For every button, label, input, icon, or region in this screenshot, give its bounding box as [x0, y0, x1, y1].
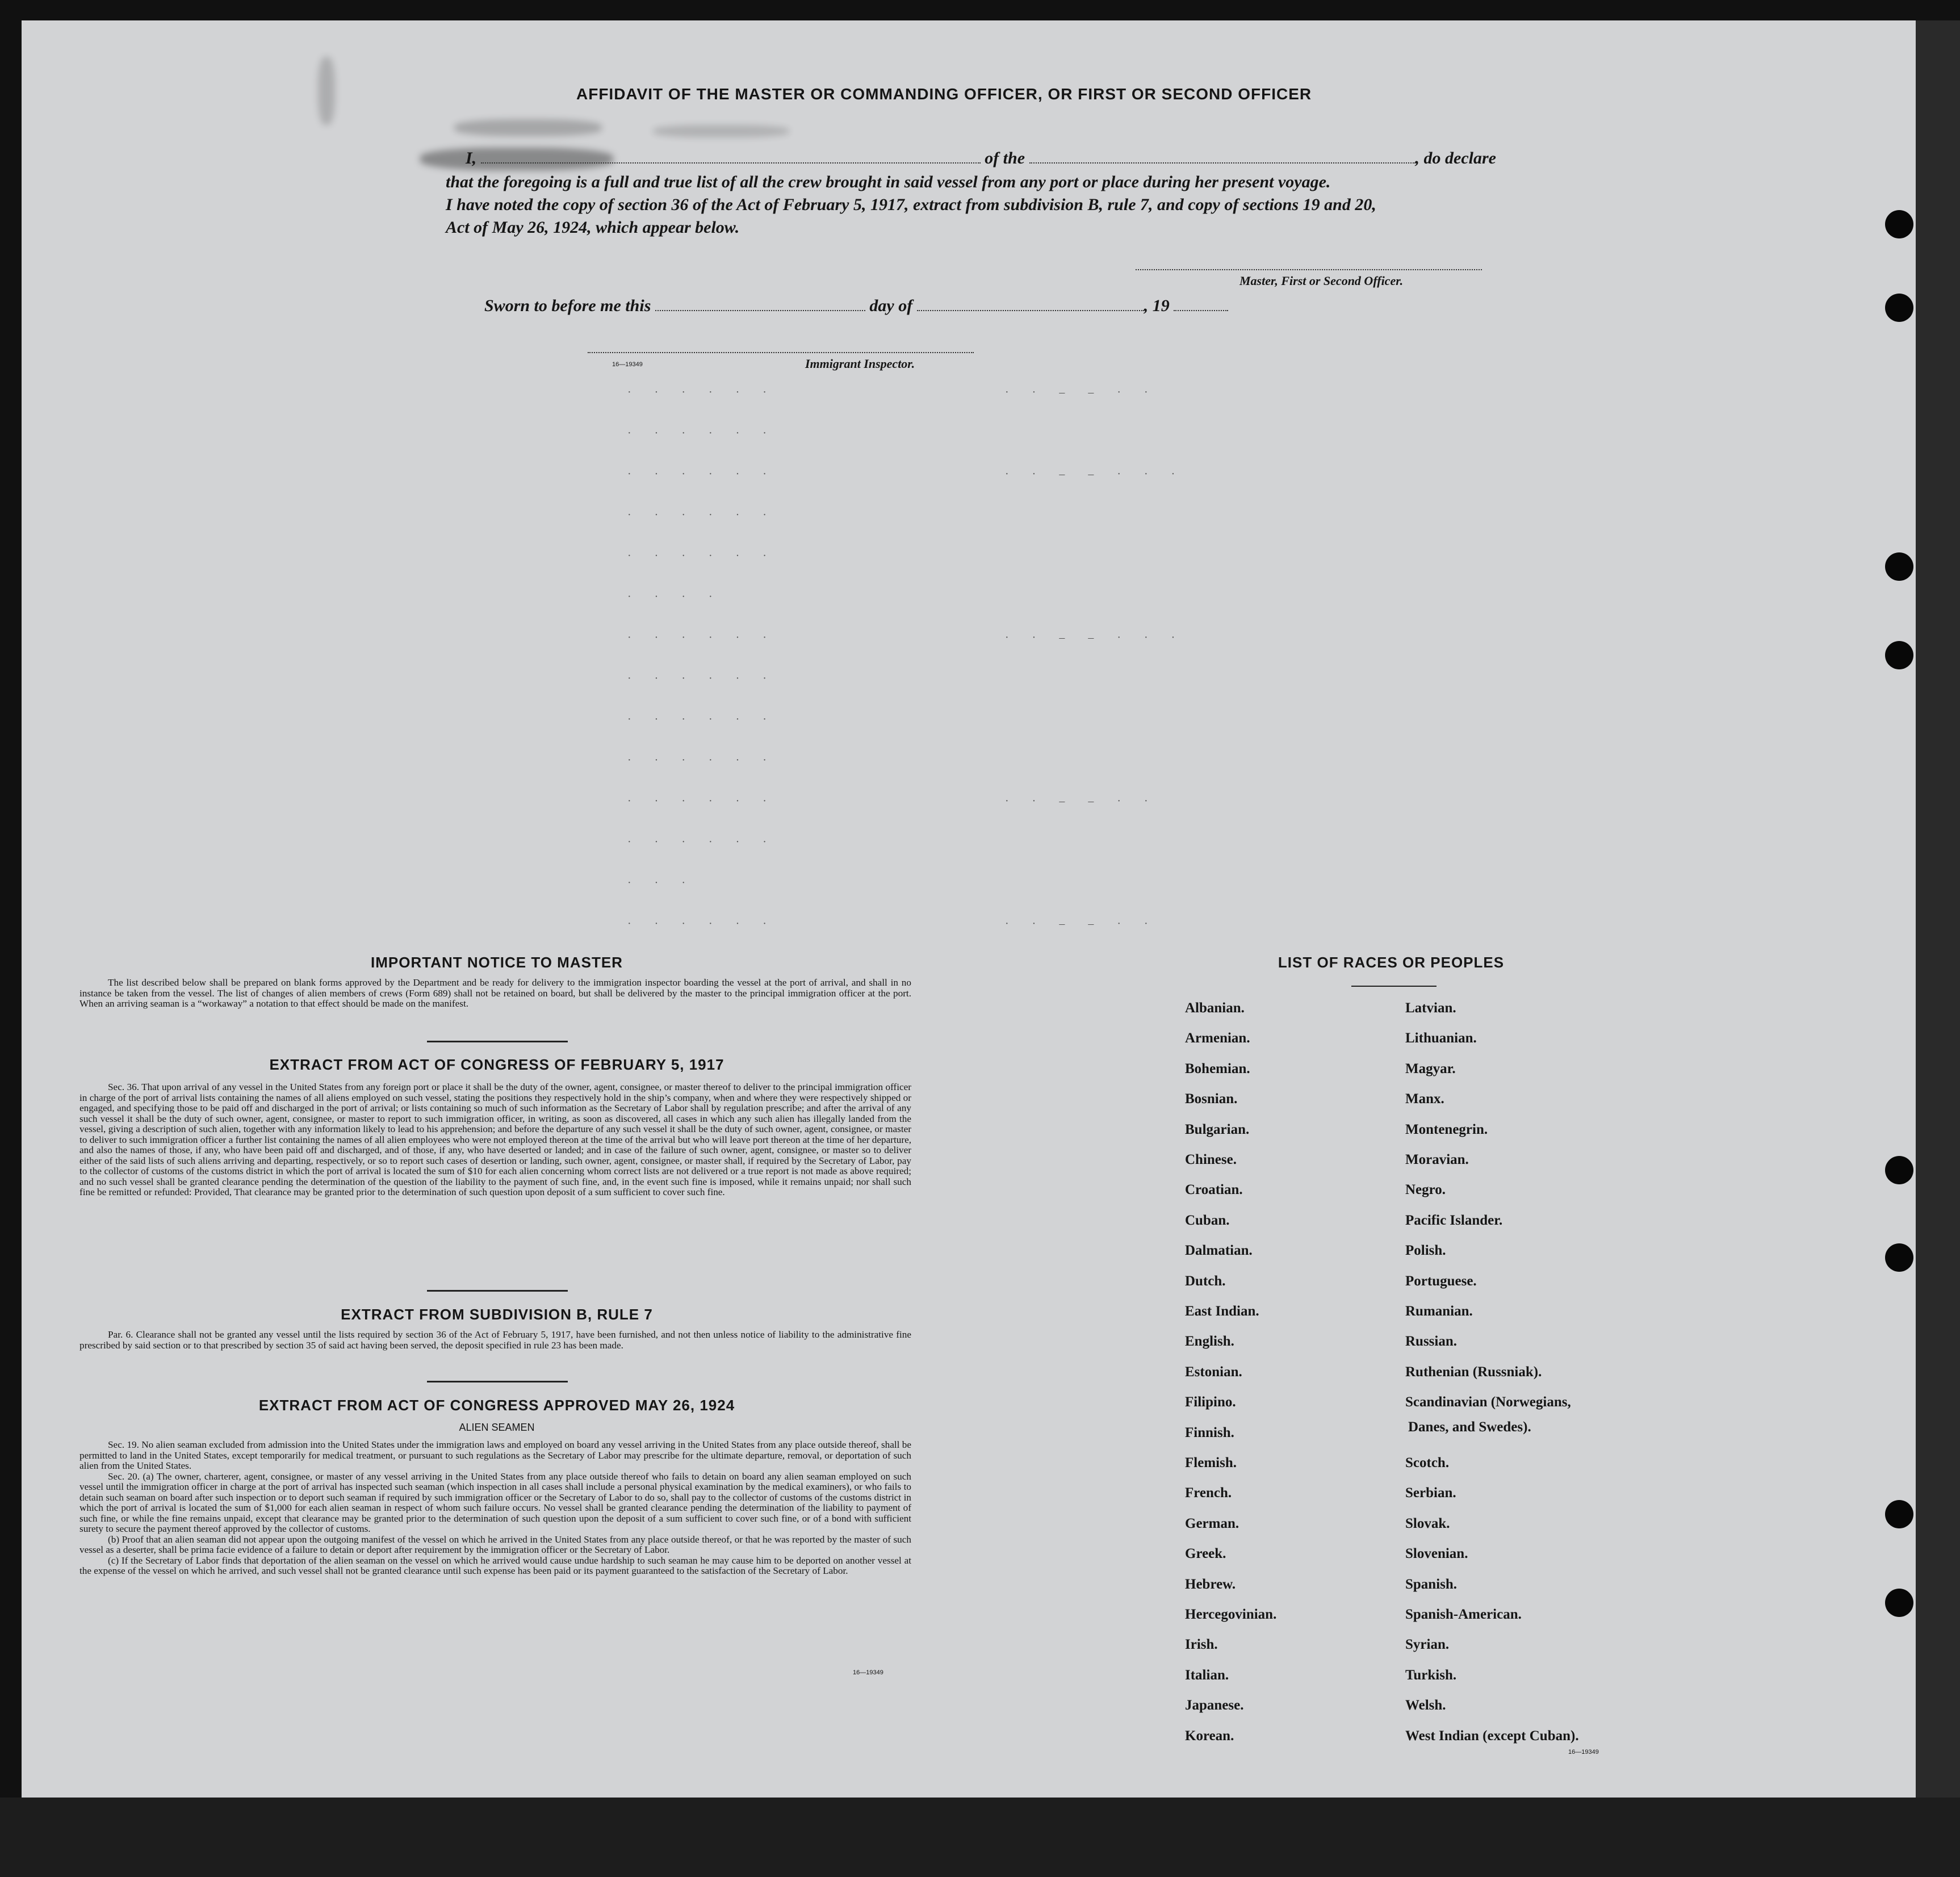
ink-smudge [653, 125, 789, 137]
binder-hole [1885, 294, 1913, 322]
section-19-text: Sec. 19. No alien seaman excluded from admission into the United States under the immigration laws and employed on board any vessel arriving in the United States from any place outside thereof, shall be permitted to land in the United States, except temporarily for medical treatment, or pursuant to such regulations as the Secretary of Labor may prescribe for the ultimate departure, removal, or deportation of such alien from the United States. [79, 1439, 911, 1471]
race-item: Dutch. [1185, 1273, 1226, 1289]
master-signature-label: Master, First or Second Officer. [1239, 274, 1404, 288]
show-through-dots: · · · · · · [627, 836, 777, 848]
race-scandinavian-continued: Danes, and Swedes). [1408, 1419, 1531, 1435]
race-item: English. [1185, 1334, 1234, 1349]
race-item: Albanian. [1185, 1000, 1245, 1016]
race-item: Montenegrin. [1405, 1122, 1488, 1137]
race-item: Flemish. [1185, 1455, 1237, 1470]
race-item: Negro. [1405, 1182, 1446, 1197]
form-number: 16—19349 [1568, 1749, 1599, 1756]
notice-title: IMPORTANT NOTICE TO MASTER [371, 954, 623, 971]
scanner-edge-right [1916, 20, 1960, 1798]
show-through-dots: · · · · · · [627, 754, 777, 766]
sworn-month-field[interactable] [917, 299, 1144, 311]
scanner-edge-bottom [0, 1798, 1960, 1877]
race-item: Spanish-American. [1405, 1607, 1522, 1622]
race-item: West Indian (except Cuban). [1405, 1728, 1579, 1744]
race-item: Turkish. [1405, 1667, 1457, 1683]
sworn-year-field[interactable] [1174, 299, 1228, 311]
binder-hole [1885, 641, 1913, 669]
extract-1924-title: EXTRACT FROM ACT OF CONGRESS APPROVED MAY 26, 1924 [258, 1397, 735, 1414]
notice-text: The list described below shall be prepared on blank forms approved by the Department and be ready for delivery to the immigration inspector boarding the vessel at the port of arrival, and shall in no instance be taken from the vessel. The list of changes of alien members of crews (Form 689) shall not be retained on board, but shall be delivered by the master to the principal immigration officer at the port. When an arriving seaman is a “workaway” a notation to that effect should be made on the manifest. [79, 977, 911, 1009]
extract-rule7-text: Par. 6. Clearance shall not be granted any vessel until the lists required by section 36 of the Act of February 5, 1917, have been furnished, and not then unless notice of liability to the administrative fine prescribed by said section or to that prescribed by section 35 of said act having been served, the deposit specified in rule 23 has been made. [79, 1329, 911, 1351]
master-signature-line[interactable] [1136, 269, 1482, 270]
race-item: Russian. [1405, 1334, 1458, 1349]
race-item: French. [1185, 1485, 1232, 1501]
section-20b-text: (b) Proof that an alien seaman did not appear upon the outgoing manifest of the vessel on which he arrived in the United States from any place outside thereof, or that he was reported by the master of such vessel as a deserter, shall be prima facie evidence of a failure to detain or deport after requirement by the immigration officer or the Secretary of Labor. [79, 1534, 911, 1555]
form-number: 16—19349 [853, 1669, 883, 1676]
race-item: Japanese. [1185, 1698, 1244, 1713]
sworn-line [484, 296, 1228, 316]
race-item: Pacific Islander. [1405, 1213, 1503, 1228]
race-item: Lithuanian. [1405, 1030, 1477, 1046]
race-item: Armenian. [1185, 1030, 1250, 1046]
show-through-dots: · · – – · · [1005, 795, 1158, 807]
sworn-day-field[interactable] [655, 299, 865, 311]
show-through-dots: · · · · · · [627, 672, 777, 685]
race-item: East Indian. [1185, 1304, 1259, 1319]
binder-hole [1885, 552, 1913, 581]
race-item: Bulgarian. [1185, 1122, 1250, 1137]
affidavit-line-3: I have noted the copy of section 36 of the Act of February 5, 1917, extract from subdivision B, rule 7, and copy of sections 19 and 20, [446, 195, 1376, 214]
race-item: Slovak. [1405, 1516, 1450, 1531]
show-through-dots: · · · · · · [627, 386, 777, 399]
race-item: Chinese. [1185, 1152, 1237, 1167]
race-item: Serbian. [1405, 1485, 1456, 1501]
race-item: Rumanian. [1405, 1304, 1473, 1319]
binder-hole [1885, 210, 1913, 238]
binder-hole [1885, 1589, 1913, 1617]
race-item: Scandinavian (Norwegians, [1405, 1394, 1571, 1410]
show-through-dots: · · · · · · [627, 427, 777, 439]
extract-1917-title: EXTRACT FROM ACT OF CONGRESS OF FEBRUARY 5, 1917 [269, 1056, 724, 1073]
show-through-dots: · · · · · · [627, 631, 777, 644]
race-item: Spanish. [1405, 1577, 1458, 1592]
section-divider [427, 1290, 568, 1292]
show-through-dots: · · · · · · [627, 509, 777, 521]
race-item: Korean. [1185, 1728, 1234, 1744]
show-through-dots: · · · · · · [627, 468, 777, 480]
extract-1917-text: Sec. 36. That upon arrival of any vessel in the United States from any foreign port or place it shall be the duty of the owner, agent, consignee, or master thereof to deliver to the principal immigration officer in charge of the port of arrival lists containing the names of all aliens employed on such vessel, stating the positions they respectively hold in the ship’s company, when and where they were respectively shipped or engaged, and specifying those to be paid off and discharged in the port of arrival; or lists containing so much of such information as the Secretary of Labor shall by regulation prescribe; and after the arrival of any such vessel it shall be the duty of such owner, agent, consignee, or master to report to such immigration officer, in writing, as soon as discovered, all cases in which any such alien has illegally landed from the vessel, giving a description of such alien, together with any information likely to lead to his apprehension; and before the departure of any such vessel it shall be the duty of such owner, agent, consignee, or master to deliver to such immigration officer a further list containing the names of all alien employees who were not employed thereon at the time of the arrival but who will leave port thereon at the time of her departure, and also the names of those, if any, who have been paid off and discharged, and of those, if any, who have deserted or landed; and in case of the failure of such owner, agent, consignee, or master so to deliver either of the said lists of such aliens arriving and departing, respectively, or so to report such cases of desertion or landing, such owner, agent, consignee, or master shall, if required by the Secretary of Labor, pay to the collector of customs of the customs district in which the port of arrival is located the sum of $10 for each alien concerning whom correct lists are not delivered or a true report is not made as above required; and no such vessel shall be granted clearance pending the determination of the question of the liability to the payment of such fine, and, in the event such fine is imposed, while it remains unpaid; nor shall such fine be remitted or refunded: Provided, That clearance may be granted prior to the determination of such question upon deposit of a sum sufficient to cover such fine. [79, 1082, 911, 1197]
race-item: Welsh. [1405, 1698, 1446, 1713]
ink-smudge [454, 119, 602, 136]
binder-hole [1885, 1243, 1913, 1272]
race-item: Irish. [1185, 1637, 1218, 1652]
affidavit-line-1 [466, 149, 1496, 168]
affidavit-title: AFFIDAVIT OF THE MASTER OR COMMANDING OFFICER, OR FIRST OR SECOND OFFICER [576, 85, 1312, 103]
race-item: Syrian. [1405, 1637, 1450, 1652]
section-20a-text: Sec. 20. (a) The owner, charterer, agent, consignee, or master of any vessel arriving in the United States from any place outside thereof who fails to detain on board any alien seaman employed on such vessel until the immigration officer in charge at the port of arrival has inspected such seaman (which inspection in all cases shall include a personal physical examination by the medical examiners), or who fails to detain such seaman on board after such inspection or to deport such seaman if required by such immigration officer or the Secretary of Labor to do so, shall pay to the collector of customs of the customs district in which the port of arrival is located the sum of $1,000 for each alien seaman in respect of whom such failure occurs. No vessel shall be granted clearance pending the determination of the liability to payment of such fine, or while the fine remains unpaid, except that clearance may be granted prior to the determination of such question upon the deposit of a sum sufficient to cover such fine, or of a bond with sufficient surety to secure the payment thereof approved by the collector of customs. [79, 1470, 911, 1534]
show-through-dots: · · – – · · · [1005, 468, 1186, 480]
binder-hole [1885, 1500, 1913, 1528]
race-item: Ruthenian (Russniak). [1405, 1364, 1542, 1380]
show-through-dots: · · – – · · [1005, 386, 1158, 399]
declarant-name-field[interactable] [481, 151, 981, 164]
show-through-dots: · · · · · · [627, 713, 777, 726]
inspector-signature-label: Immigrant Inspector. [805, 357, 915, 371]
race-item: Manx. [1405, 1091, 1444, 1107]
show-through-dots: · · · · · · [627, 550, 777, 562]
show-through-dots: · · · · [627, 590, 723, 603]
race-item: Latvian. [1405, 1000, 1456, 1016]
show-through-dots: · · · [627, 877, 696, 889]
sworn-day-of-label: day of [869, 296, 913, 315]
section-divider [427, 1041, 568, 1042]
affidavit-line-4: Act of May 26, 1924, which appear below. [446, 218, 740, 237]
race-item: Finnish. [1185, 1425, 1234, 1440]
alien-seamen-subtitle: ALIEN SEAMEN [459, 1422, 535, 1433]
race-item: Italian. [1185, 1667, 1229, 1683]
race-item: Hebrew. [1185, 1577, 1236, 1592]
race-item: Dalmatian. [1185, 1243, 1253, 1258]
race-item: Bosnian. [1185, 1091, 1238, 1107]
sworn-year-label: , 19 [1144, 296, 1170, 315]
races-title-underline [1351, 986, 1437, 987]
affidavit-i-label: I, [466, 149, 477, 167]
binder-hole [1885, 1156, 1913, 1184]
inspector-signature-line[interactable] [588, 352, 974, 353]
races-title: LIST OF RACES OR PEOPLES [1278, 954, 1505, 971]
race-item: Bohemian. [1185, 1061, 1250, 1076]
show-through-dots: · · · · · · [627, 795, 777, 807]
race-item: Croatian. [1185, 1182, 1243, 1197]
ink-smudge [318, 57, 335, 125]
section-divider [427, 1381, 568, 1382]
race-item: Filipino. [1185, 1394, 1236, 1410]
race-item: Moravian. [1405, 1152, 1469, 1167]
race-item: Magyar. [1405, 1061, 1456, 1076]
race-item: Greek. [1185, 1546, 1226, 1561]
race-item: German. [1185, 1516, 1239, 1531]
sworn-label: Sworn to before me this [484, 296, 651, 315]
race-item: Slovenian. [1405, 1546, 1468, 1561]
race-item: Scotch. [1405, 1455, 1450, 1470]
race-item: Hercegovinian. [1185, 1607, 1277, 1622]
race-item: Cuban. [1185, 1213, 1230, 1228]
race-item: Portuguese. [1405, 1273, 1477, 1289]
extract-rule7-title: EXTRACT FROM SUBDIVISION B, RULE 7 [341, 1306, 653, 1323]
race-item: Polish. [1405, 1243, 1446, 1258]
section-20c-text: (c) If the Secretary of Labor finds that deportation of the alien seaman on the vessel on which he arrived would cause undue hardship to such seaman he may cause him to be deported on another vessel at the expense of the vessel on which he arrived, and such vessel shall not be granted clearance until such expense has been paid or its payment guaranteed to the satisfaction of the Secretary of Labor. [79, 1555, 911, 1576]
form-number: 16—19349 [612, 361, 643, 368]
affidavit-declare-label: , do declare [1415, 149, 1496, 167]
extract-1924-text [79, 1440, 911, 1577]
show-through-dots: · · – – · · [1005, 917, 1158, 930]
vessel-name-field[interactable] [1029, 151, 1415, 164]
affidavit-line-2: that the foregoing is a full and true list of all the crew brought in said vessel from any port or place during her present voyage. [446, 173, 1331, 191]
affidavit-of-the-label: of the [985, 149, 1025, 167]
show-through-dots: · · – – · · · [1005, 631, 1186, 644]
race-item: Estonian. [1185, 1364, 1242, 1380]
show-through-dots: · · · · · · [627, 917, 777, 930]
